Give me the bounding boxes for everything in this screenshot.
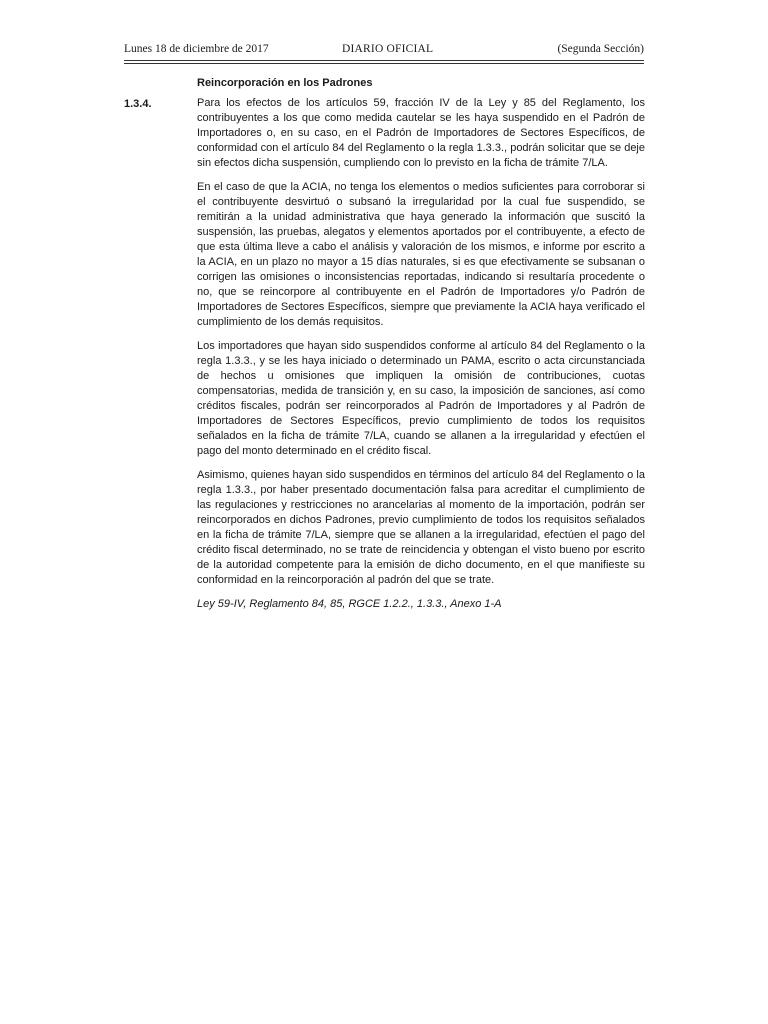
section-heading: Reincorporación en los Padrones — [197, 77, 373, 89]
paragraph: Asimismo, quienes hayan sido suspendidos en términos del artículo 84 del Reglamento o la regla 1.3.3., por haber presentado documentación falsa para acreditar el cumplimiento de las regulaciones y restricciones no arancelarias al momento de la importación, podrán ser reincorporados en dichos Padrones, previo cumplimiento de todos los requisitos señalados en la ficha de trámite 7/LA, siempre que se allanen a la irregularidad, efectúen el pago del crédito fiscal determinado, no se trate de reincidencia y obtengan el visto bueno por escrito de la autoridad competente para la emisión de dicho documento, en el que manifieste su conformidad en la reincorporación al padrón del que se trate. — [197, 469, 645, 586]
page-header — [124, 43, 644, 61]
rule-number: 1.3.4. — [124, 98, 152, 110]
header-date: Lunes 18 de diciembre de 2017 — [124, 43, 269, 55]
paragraph: Para los efectos de los artículos 59, fracción IV de la Ley y 85 del Reglamento, los contribuyentes a los que como medida cautelar se les haya suspendido en el Padrón de Importadores o, en su caso, en el Padrón de Importadores de Sectores Específicos, de conformidad con el artículo 84 del Reglamento o la regla 1.3.3., podrán solicitar que se deje sin efectos dicha suspensión, cumpliendo con lo previsto en la ficha de trámite 7/LA. — [197, 97, 645, 169]
header-publication: DIARIO OFICIAL — [342, 43, 434, 55]
header-divider — [124, 60, 644, 64]
paragraph: En el caso de que la ACIA, no tenga los elementos o medios suficientes para corroborar si el contribuyente desvirtuó o subsanó la irregularidad por la cual fue suspendido, se remitirán a la unidad administrativa que haya generado la información que suscitó la suspensión, las pruebas, alegatos y elementos aportados por el contribuyente, a efecto de que esta última lleve a cabo el análisis y valoración de los mismos, e informe por escrito a la ACIA, en un plazo no mayor a 15 días naturales, si es que efectivamente se subsanan o corrigen las omisiones o inconsistencias reportadas, indicando si resultaría procedente o no, que se reincorpore al contribuyente en el Padrón de Importadores y/o Padrón de Importadores de Sectores Específicos, siempre que previamente la ACIA haya verificado el cumplimiento de los demás requisitos. — [197, 181, 645, 328]
paragraph: Los importadores que hayan sido suspendidos conforme al artículo 84 del Reglamento o la regla 1.3.3., y se les haya iniciado o determinado un PAMA, escrito o acta circunstanciada de hechos u omisiones que impliquen la omisión de contribuciones, cuotas compensatorias, medida de transición y, en su caso, la imposición de sanciones, así como créditos fiscales, podrán ser reincorporados al Padrón de Importadores y al Padrón de Importadores de Sectores Específicos, previo cumplimiento de todos los requisitos señalados en la ficha de trámite 7/LA, cuando se allanen a la irregularidad y efectúen el pago del monto determinado en el crédito fiscal. — [197, 340, 645, 457]
legal-citation: Ley 59-IV, Reglamento 84, 85, RGCE 1.2.2., 1.3.3., Anexo 1-A — [197, 598, 502, 610]
header-section: (Segunda Sección) — [557, 43, 644, 55]
rule-body — [197, 96, 645, 621]
